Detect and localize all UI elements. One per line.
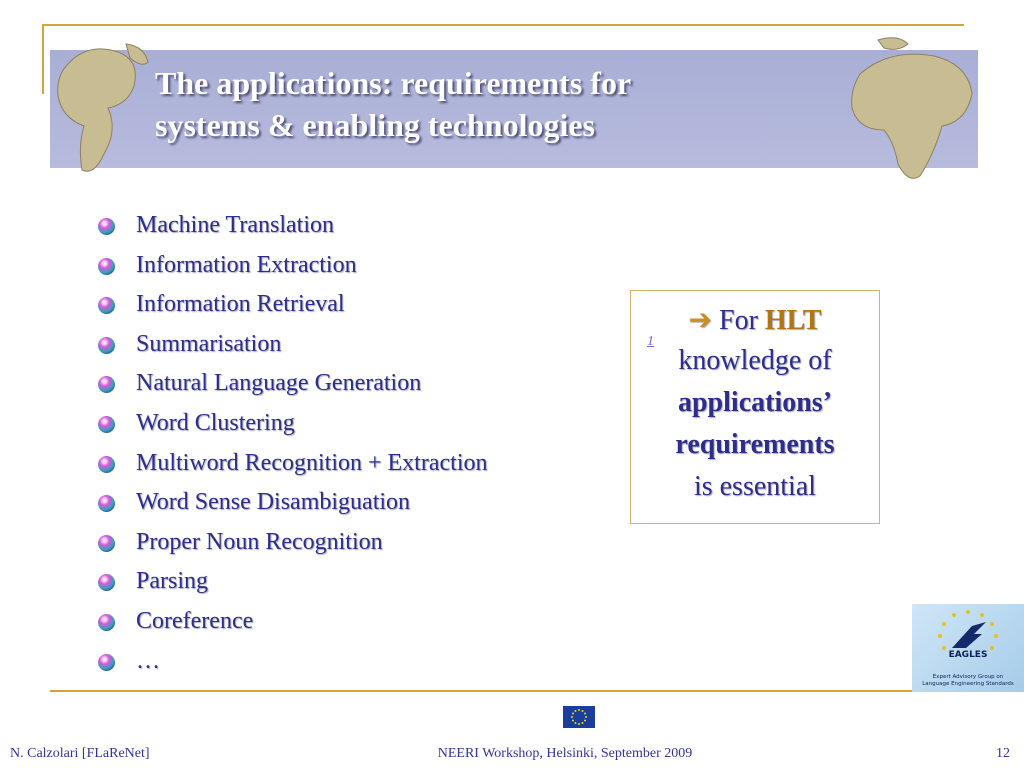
bullet-icon <box>98 574 115 591</box>
bullet-icon <box>98 376 115 393</box>
list-item <box>96 485 487 525</box>
arrow-right-icon: ➔ <box>688 303 712 336</box>
list-item <box>96 406 487 446</box>
hlt-callout-box <box>630 290 880 524</box>
list-item <box>96 208 487 248</box>
bullet-icon <box>98 654 115 671</box>
list-item-label: Word Sense Disambiguation <box>136 489 411 516</box>
list-item-label: Parsing <box>136 568 208 595</box>
applications-list <box>96 208 487 683</box>
list-item-label: Multiword Recognition + Extraction <box>136 449 488 476</box>
list-item-label: Natural Language Generation <box>136 370 422 397</box>
list-item <box>96 644 487 684</box>
slide-title <box>155 62 795 146</box>
callout-for-word: For <box>719 305 758 336</box>
list-item-label: Proper Noun Recognition <box>136 528 383 555</box>
note-marker-link[interactable]: 1 <box>647 334 654 349</box>
callout-line-knowledge: knowledge of <box>678 345 832 376</box>
bullet-icon <box>98 416 115 433</box>
list-item <box>96 564 487 604</box>
bullet-icon <box>98 535 115 552</box>
globe-left-image <box>48 34 160 184</box>
list-item <box>96 366 487 406</box>
bullet-icon <box>98 218 115 235</box>
list-item <box>96 525 487 565</box>
bottom-rule <box>50 690 912 692</box>
eagles-logo-subtitle <box>912 674 1024 688</box>
footer-event: NEERI Workshop, Helsinki, September 2009 <box>437 746 693 761</box>
list-item-label: Summarisation <box>136 330 282 357</box>
callout-line-essential: is essential <box>693 471 817 502</box>
top-rule <box>42 24 964 26</box>
list-item-label: Machine Translation <box>136 212 334 238</box>
list-item <box>96 604 487 644</box>
eagles-logo-subtitle-line-2: Language Engineering Standards <box>922 681 1014 687</box>
bullet-icon <box>98 495 115 512</box>
bullet-icon <box>98 258 115 275</box>
list-item-label: … <box>136 647 160 674</box>
left-rule <box>42 24 44 94</box>
list-item-label: Information Extraction <box>136 251 357 278</box>
globe-right-image <box>838 34 978 186</box>
list-item <box>96 446 487 486</box>
callout-line-requirements: requirements <box>675 429 835 460</box>
footer-page-number: 12 <box>996 746 1010 761</box>
list-item-label: Information Retrieval <box>136 291 345 318</box>
bullet-icon <box>98 456 115 473</box>
bullet-icon <box>98 614 115 631</box>
list-item-label: Word Clustering <box>136 409 295 436</box>
callout-heading <box>631 301 879 349</box>
eagles-logo-subtitle-line-1: Expert Advisory Group on <box>932 674 1004 680</box>
eu-flag-icon <box>563 706 595 728</box>
title-line-1: The applications: requirements for <box>155 65 632 101</box>
bullet-icon <box>98 337 115 354</box>
callout-hlt: HLT <box>764 305 822 336</box>
title-line-2: systems & enabling technologies <box>155 107 595 143</box>
eagles-logo-name: EAGLES <box>948 650 988 660</box>
eagles-logo <box>912 604 1024 692</box>
list-item <box>96 248 487 288</box>
list-item <box>96 287 487 327</box>
footer-author: N. Calzolari [FLaReNet] <box>10 746 150 761</box>
callout-line-applications: applications’ <box>677 387 833 418</box>
list-item-label: Coreference <box>136 607 254 634</box>
list-item <box>96 327 487 367</box>
bullet-icon <box>98 297 115 314</box>
